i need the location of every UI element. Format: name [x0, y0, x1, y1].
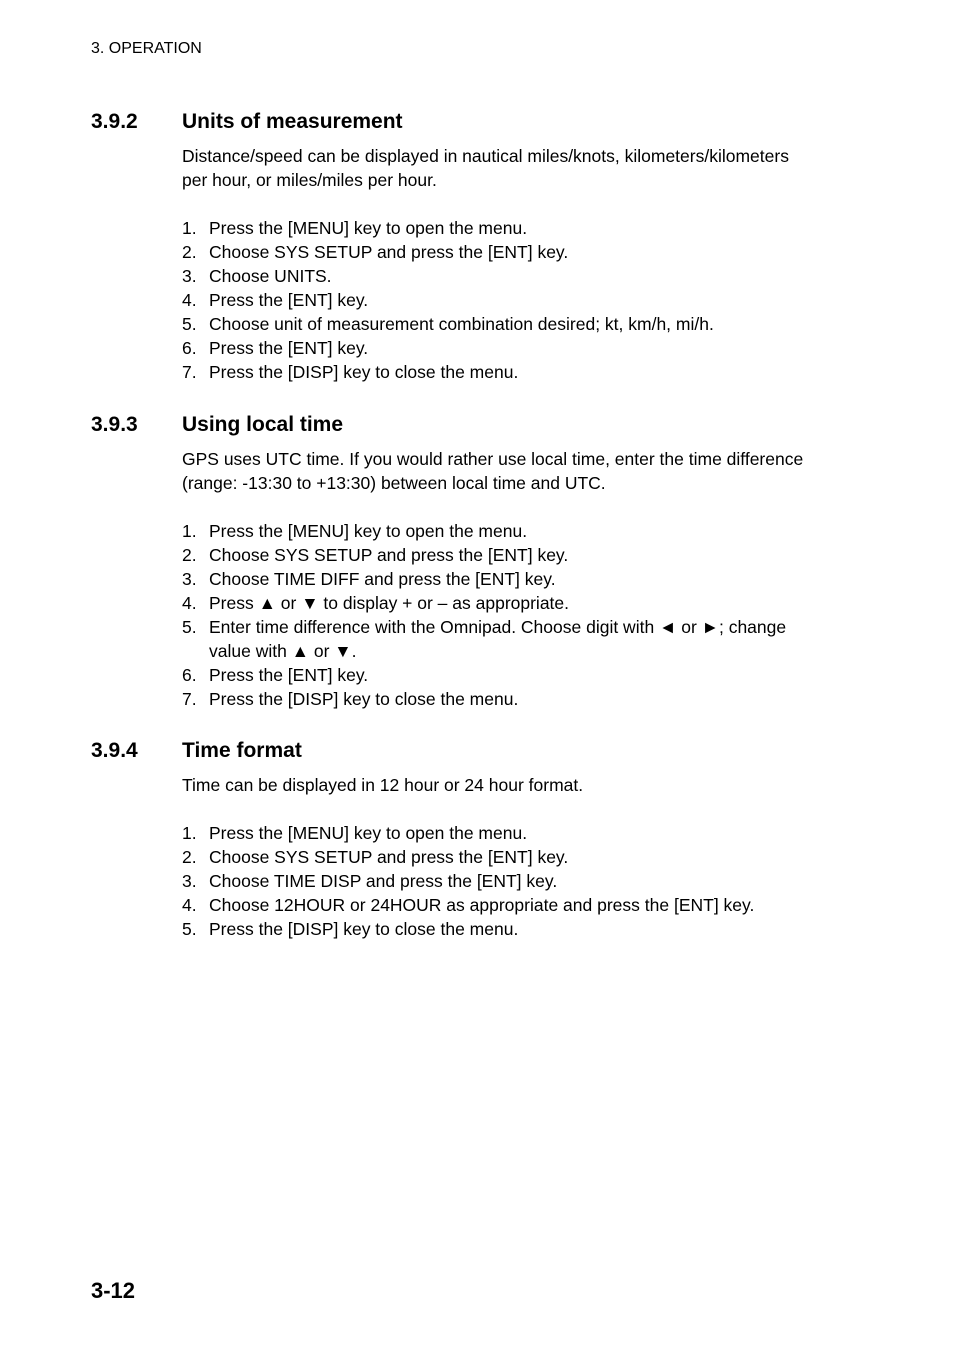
section-using-local-time	[91, 413, 851, 711]
section-heading	[91, 110, 851, 134]
intro-line: Time can be displayed in 12 hour or 24 hour format.	[182, 775, 584, 795]
step-text	[209, 615, 851, 663]
step-text-line: Press the [MENU] key to open the menu.	[209, 823, 528, 843]
step-number: 2.	[182, 545, 197, 565]
running-header: 3. OPERATION	[91, 40, 202, 57]
section-title: Time format	[182, 739, 302, 762]
step-text	[209, 543, 851, 567]
step-item	[182, 845, 851, 869]
step-text	[209, 821, 851, 845]
section-body	[182, 144, 851, 384]
step-text	[209, 917, 851, 941]
step-text-line: Choose 12HOUR or 24HOUR as appropriate and press the [ENT] key.	[209, 895, 755, 915]
section-body	[182, 773, 851, 941]
step-item	[182, 893, 851, 917]
step-text-line: Press the [MENU] key to open the menu.	[209, 521, 528, 541]
step-text	[209, 893, 851, 917]
step-item	[182, 240, 851, 264]
step-number: 7.	[182, 689, 197, 709]
section-heading	[91, 413, 851, 437]
step-text-line: Choose SYS SETUP and press the [ENT] key.	[209, 847, 569, 867]
step-number: 5.	[182, 617, 197, 637]
section-time-format	[91, 739, 851, 941]
step-text-line: Press the [DISP] key to close the menu.	[209, 689, 519, 709]
step-text	[209, 240, 851, 264]
page-number: 3-12	[91, 1278, 136, 1303]
step-number: 3.	[182, 569, 197, 589]
step-text-line: Choose SYS SETUP and press the [ENT] key.	[209, 242, 569, 262]
section-number: 3.9.3	[91, 413, 138, 436]
step-item	[182, 917, 851, 941]
step-text	[209, 663, 851, 687]
step-number: 4.	[182, 290, 197, 310]
step-text-line: Choose TIME DIFF and press the [ENT] key.	[209, 569, 556, 589]
step-text-line: Choose TIME DISP and press the [ENT] key.	[209, 871, 558, 891]
step-number: 3.	[182, 266, 197, 286]
step-item	[182, 567, 851, 591]
step-number: 1.	[182, 218, 197, 238]
step-text	[209, 312, 851, 336]
step-item	[182, 869, 851, 893]
step-number: 5.	[182, 919, 197, 939]
step-item	[182, 543, 851, 567]
step-number: 5.	[182, 314, 197, 334]
section-body	[182, 447, 851, 711]
step-text-line: Choose unit of measurement combination desired; kt, km/h, mi/h.	[209, 314, 714, 334]
step-text	[209, 687, 851, 711]
intro-paragraph	[182, 773, 851, 797]
step-number: 6.	[182, 338, 197, 358]
section-number: 3.9.4	[91, 739, 138, 762]
step-text-line: Press the [DISP] key to close the menu.	[209, 362, 519, 382]
section-heading	[91, 739, 851, 763]
step-text-line: Choose UNITS.	[209, 266, 332, 286]
step-number: 1.	[182, 823, 197, 843]
section-title: Units of measurement	[182, 110, 403, 133]
step-item	[182, 591, 851, 615]
step-text	[209, 519, 851, 543]
step-text	[209, 216, 851, 240]
step-item	[182, 519, 851, 543]
steps-list	[182, 821, 851, 941]
intro-line: Distance/speed can be displayed in nautical miles/knots, kilometers/kilometers	[182, 146, 789, 166]
step-text	[209, 869, 851, 893]
steps-list	[182, 519, 851, 711]
intro-paragraph	[182, 447, 851, 495]
intro-line: (range: -13:30 to +13:30) between local time and UTC.	[182, 473, 606, 493]
step-text-line: value with ▲ or ▼.	[209, 641, 357, 661]
step-text-line: Press the [ENT] key.	[209, 290, 369, 310]
step-text-line: Choose SYS SETUP and press the [ENT] key.	[209, 545, 569, 565]
step-text	[209, 845, 851, 869]
step-text-line: Press ▲ or ▼ to display + or – as appropriate.	[209, 593, 570, 613]
step-number: 7.	[182, 362, 197, 382]
step-number: 4.	[182, 593, 197, 613]
step-item	[182, 336, 851, 360]
step-item	[182, 312, 851, 336]
step-item	[182, 264, 851, 288]
steps-list	[182, 216, 851, 384]
step-item	[182, 663, 851, 687]
step-text-line: Enter time difference with the Omnipad. Choose digit with ◄ or ►; change	[209, 617, 787, 637]
step-number: 3.	[182, 871, 197, 891]
step-item	[182, 615, 851, 663]
step-number: 1.	[182, 521, 197, 541]
step-item	[182, 216, 851, 240]
step-text-line: Press the [DISP] key to close the menu.	[209, 919, 519, 939]
step-number: 4.	[182, 895, 197, 915]
intro-line: per hour, or miles/miles per hour.	[182, 170, 437, 190]
step-text-line: Press the [ENT] key.	[209, 338, 369, 358]
section-title: Using local time	[182, 413, 344, 436]
intro-line: GPS uses UTC time. If you would rather use local time, enter the time difference	[182, 449, 804, 469]
section-number: 3.9.2	[91, 110, 138, 133]
step-number: 2.	[182, 847, 197, 867]
step-text	[209, 591, 851, 615]
step-text	[209, 360, 851, 384]
step-text	[209, 288, 851, 312]
step-item	[182, 821, 851, 845]
step-text	[209, 264, 851, 288]
step-number: 6.	[182, 665, 197, 685]
step-item	[182, 360, 851, 384]
step-number: 2.	[182, 242, 197, 262]
section-units-of-measurement	[91, 110, 851, 384]
step-text-line: Press the [MENU] key to open the menu.	[209, 218, 528, 238]
step-text	[209, 567, 851, 591]
step-item	[182, 288, 851, 312]
step-text-line: Press the [ENT] key.	[209, 665, 369, 685]
intro-paragraph	[182, 144, 851, 192]
step-item	[182, 687, 851, 711]
step-text	[209, 336, 851, 360]
